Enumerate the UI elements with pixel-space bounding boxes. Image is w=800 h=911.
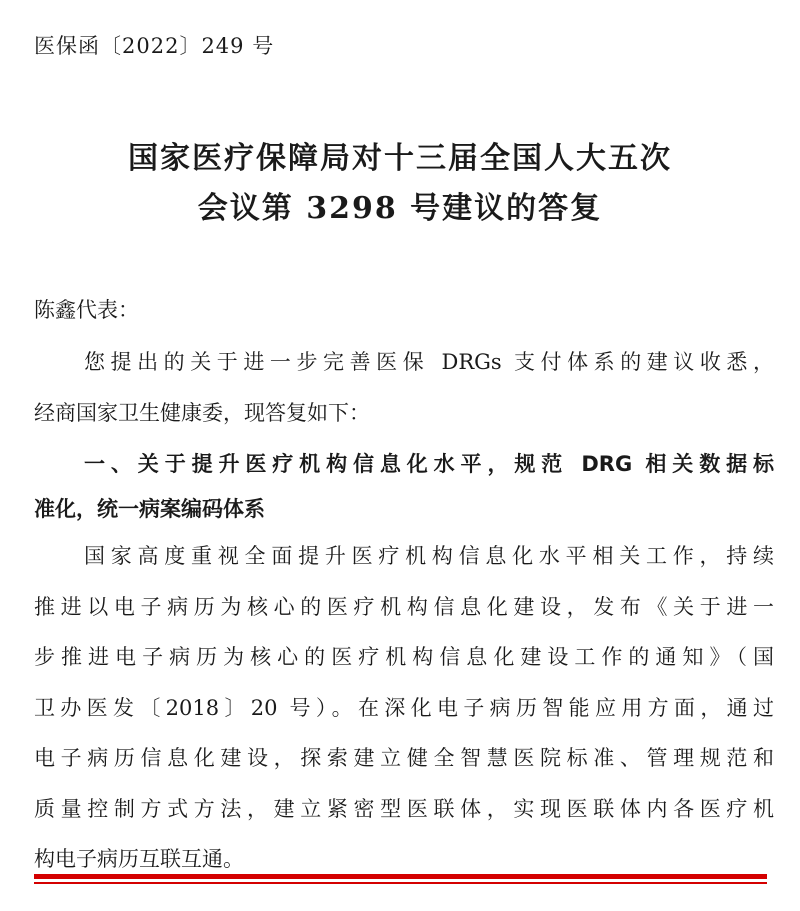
red-rule-thin — [34, 882, 767, 884]
document-number: 医保函〔2022〕249 号 — [34, 34, 275, 58]
intro-line-1: 您提出的关于进一步完善医保 DRGs 支付体系的建议收悉， — [84, 350, 774, 374]
document-title-line-2: 会议第 3298 号建议的答复 — [197, 191, 603, 226]
body-line-4: 卫办医发〔2018〕20 号）。在深化电子病历智能应用方面，通过 — [34, 696, 774, 720]
intro-line-2: 经商国家卫生健康委，现答复如下： — [34, 401, 370, 425]
red-rule-thick — [34, 874, 767, 879]
body-line-7: 构电子病历互联互通。 — [34, 847, 244, 871]
document-title-line-1: 国家医疗保障局对十三届全国人大五次 — [128, 141, 672, 176]
section-heading-line-1: 一、关于提升医疗机构信息化水平，规范 DRG 相关数据标 — [84, 452, 774, 476]
body-line-5: 电子病历信息化建设，探索建立健全智慧医院标准、管理规范和 — [34, 746, 774, 770]
section-heading-line-2: 准化，统一病案编码体系 — [34, 497, 265, 521]
body-line-1: 国家高度重视全面提升医疗机构信息化水平相关工作，持续 — [84, 544, 774, 568]
salutation: 陈鑫代表： — [34, 298, 139, 322]
body-line-6: 质量控制方式方法，建立紧密型医联体，实现医联体内各医疗机 — [34, 797, 774, 821]
body-line-2: 推进以电子病历为核心的医疗机构信息化建设，发布《关于进一 — [34, 595, 774, 619]
body-line-3: 步推进电子病历为核心的医疗机构信息化建设工作的通知》（国 — [34, 645, 774, 669]
